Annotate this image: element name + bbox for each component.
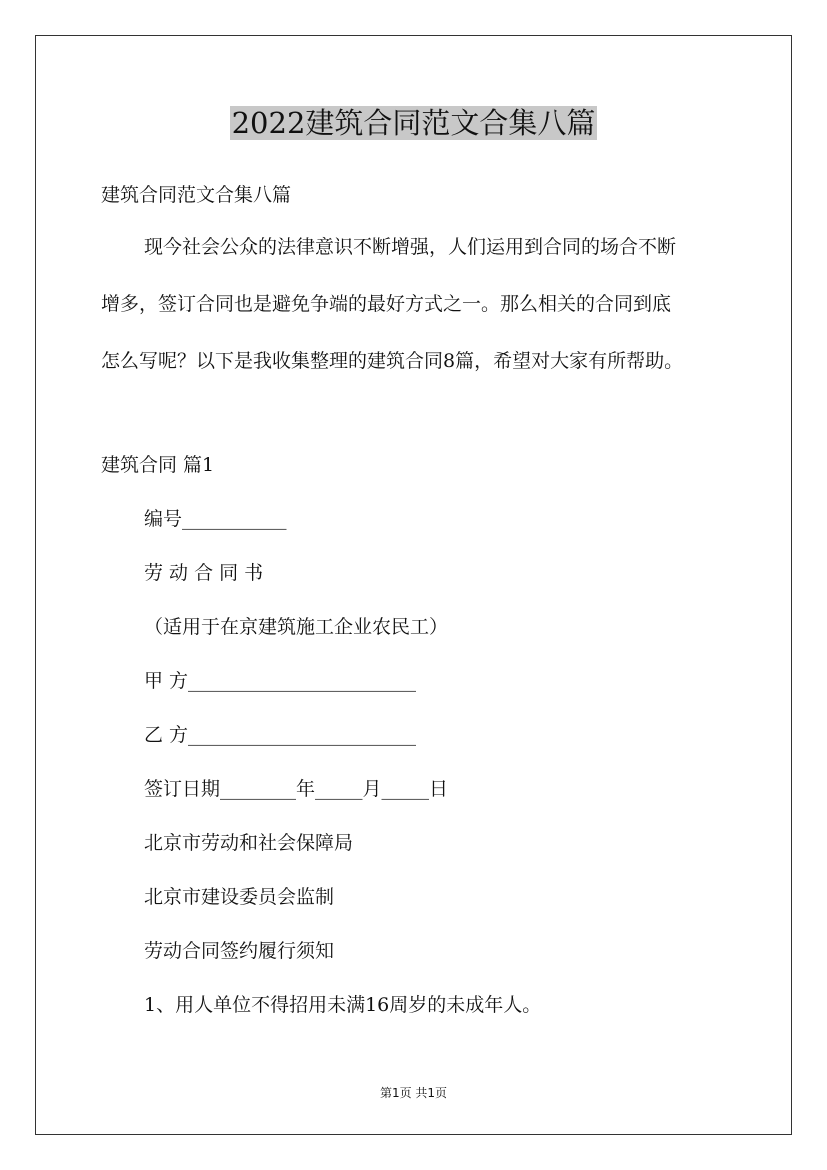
supervisor-line: 北京市建设委员会监制 [144, 886, 335, 908]
contract-number-line: 编号___________ [144, 508, 287, 530]
party-b-line: 乙 方________________________ [144, 724, 417, 746]
signing-date-line: 签订日期________年_____月_____日 [144, 778, 449, 800]
contract-heading: 劳 动 合 同 书 [144, 562, 264, 584]
intro-paragraph [101, 233, 741, 404]
intro-line: 现今社会公众的法律意识不断增强，人们运用到合同的场合不断 [144, 236, 677, 258]
intro-line: 增多，签订合同也是避免争端的最好方式之一。那么相关的合同到底 [101, 293, 672, 315]
party-a-line: 甲 方________________________ [144, 670, 417, 692]
subtitle: 建筑合同范文合集八篇 [101, 184, 292, 206]
document-title [0, 103, 827, 143]
notice-heading: 劳动合同签约履行须知 [144, 940, 335, 962]
applicability-note: （适用于在京建筑施工企业农民工） [144, 616, 449, 638]
intro-line: 怎么写呢？以下是我收集整理的建筑合同8篇，希望对大家有所帮助。 [101, 350, 684, 372]
issuer-line: 北京市劳动和社会保障局 [144, 832, 354, 854]
page-footer: 第1页 共1页 [379, 1086, 448, 1100]
document-title-text: 2022建筑合同范文合集八篇 [231, 106, 596, 140]
notice-item: 1、用人单位不得招用未满16周岁的未成年人。 [144, 994, 542, 1016]
section-heading: 建筑合同 篇1 [101, 454, 215, 476]
